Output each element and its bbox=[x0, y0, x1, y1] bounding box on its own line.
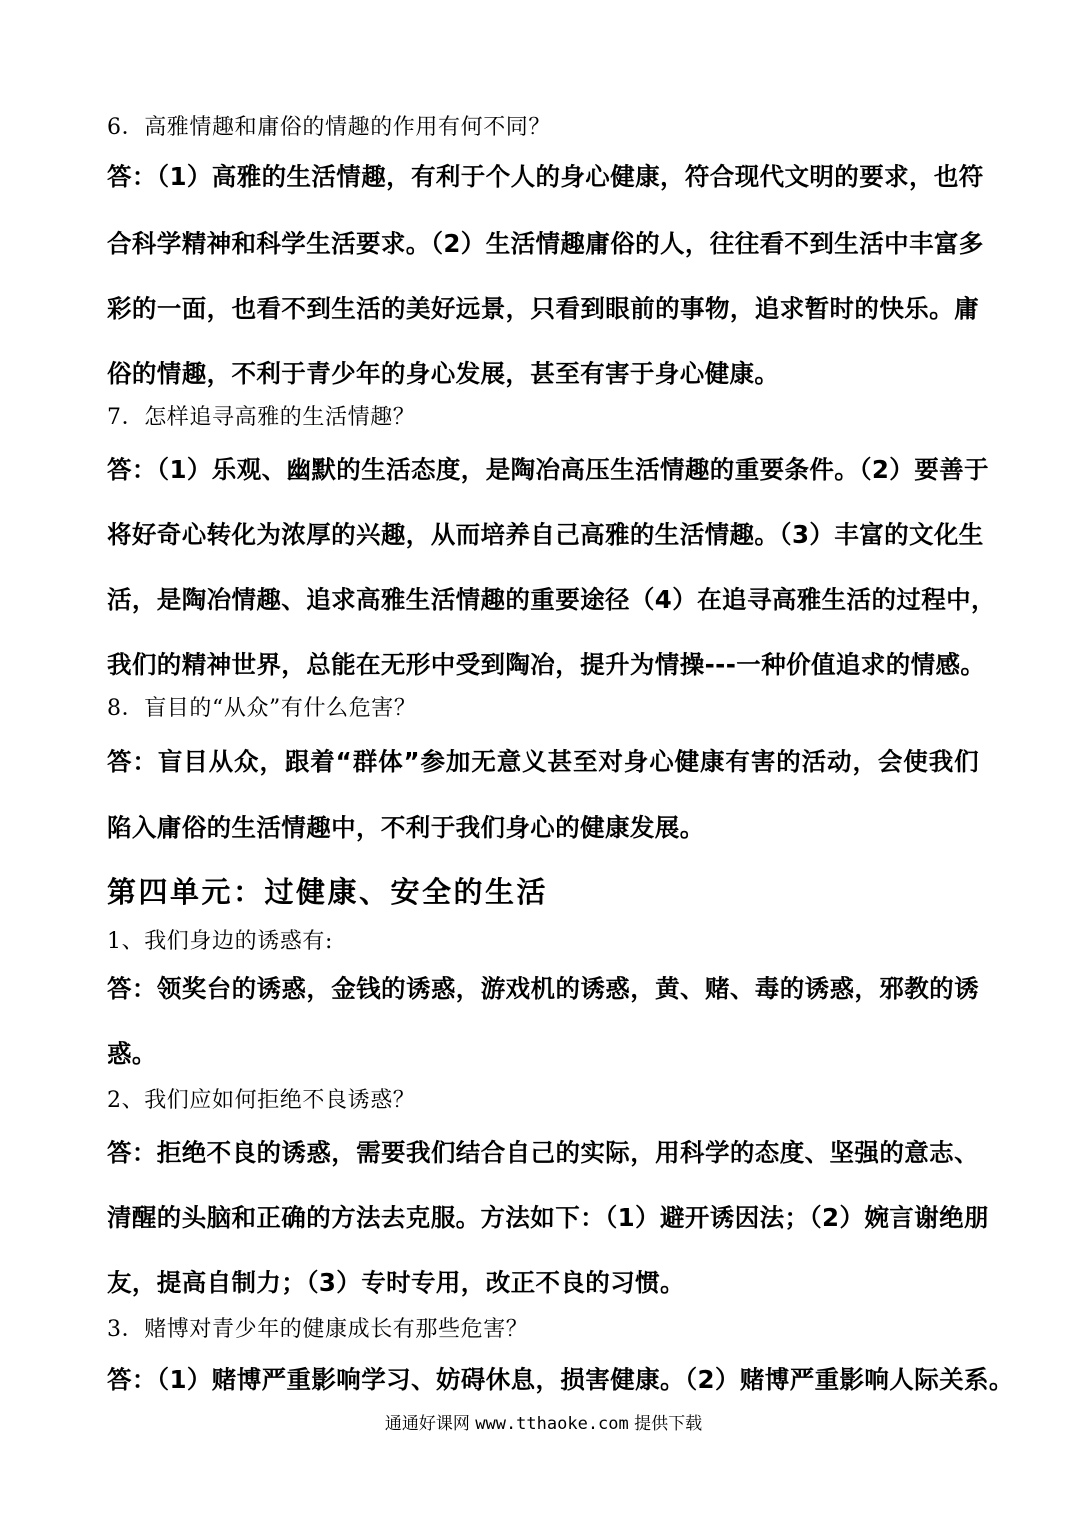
footer-suffix: 提供下载 bbox=[634, 1414, 703, 1434]
page-footer bbox=[0, 1409, 1087, 1434]
answer-2-line-2: 清醒的头脑和正确的方法去克服。方法如下：（1）避开诱因法；（2）婉言谢绝朋 bbox=[107, 1203, 989, 1232]
question-7: 7．怎样追寻高雅的生活情趣？ bbox=[107, 405, 416, 430]
answer-6-line-1: 答：（1）高雅的生活情趣，有利于个人的身心健康，符合现代文明的要求，也符 bbox=[107, 162, 984, 191]
answer-6-line-3: 彩的一面，也看不到生活的美好远景，只看到眼前的事物，追求暂时的快乐。庸 bbox=[107, 294, 979, 323]
answer-8-line-2: 陷入庸俗的生活情趣中，不利于我们身心的健康发展。 bbox=[107, 813, 705, 842]
answer-2-line-1: 答：拒绝不良的诱惑，需要我们结合自己的实际，用科学的态度、坚强的意志、 bbox=[107, 1138, 979, 1167]
question-2: 2、我们应如何拒绝不良诱惑？ bbox=[107, 1088, 416, 1113]
question-6: 6．高雅情趣和庸俗的情趣的作用有何不同？ bbox=[107, 115, 551, 140]
answer-6-line-4: 俗的情趣，不利于青少年的身心发展，甚至有害于身心健康。 bbox=[107, 359, 780, 388]
answer-8-line-1: 答：盲目从众，跟着“群体”参加无意义甚至对身心健康有害的活动，会使我们 bbox=[107, 747, 979, 776]
question-1: 1、我们身边的诱惑有: bbox=[107, 929, 334, 954]
footer-site-name: 通通好课网 bbox=[384, 1414, 470, 1434]
answer-2-line-3: 友，提高自制力；（3）专时专用，改正不良的习惯。 bbox=[107, 1268, 685, 1297]
footer-url: www.tthaoke.com bbox=[475, 1414, 629, 1434]
question-8: 8．盲目的“从众”有什么危害？ bbox=[107, 696, 417, 721]
answer-6-line-2: 合科学精神和科学生活要求。（2）生活情趣庸俗的人，往往看不到生活中丰富多 bbox=[107, 229, 984, 258]
question-3: 3．赌博对青少年的健康成长有那些危害？ bbox=[107, 1317, 529, 1342]
answer-3-line-1: 答：（1）赌博严重影响学习、妨碍休息，损害健康。（2）赌博严重影响人际关系。 bbox=[107, 1365, 1014, 1394]
answer-1-line-2: 惑。 bbox=[107, 1039, 157, 1068]
answer-7-line-3: 活，是陶冶情趣、追求高雅生活情趣的重要途径（4）在追寻高雅生活的过程中， bbox=[107, 585, 996, 614]
answer-7-line-2: 将好奇心转化为浓厚的兴趣，从而培养自己高雅的生活情趣。（3）丰富的文化生 bbox=[107, 520, 984, 549]
answer-7-line-1: 答：（1）乐观、幽默的生活态度，是陶冶高压生活情趣的重要条件。（2）要善于 bbox=[107, 455, 989, 484]
answer-1-line-1: 答：领奖台的诱惑，金钱的诱惑，游戏机的诱惑，黄、赌、毒的诱惑，邪教的诱 bbox=[107, 974, 979, 1003]
unit-heading: 第四单元：过健康、安全的生活 bbox=[107, 875, 549, 909]
answer-7-line-4: 我们的精神世界，总能在无形中受到陶冶，提升为情操---一种价值追求的情感。 bbox=[107, 650, 986, 679]
